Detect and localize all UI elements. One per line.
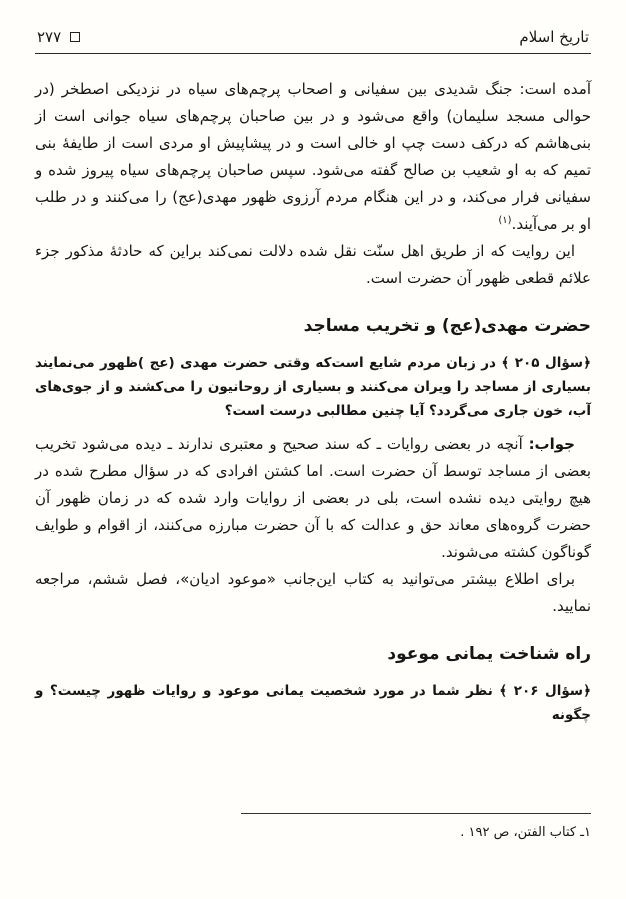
paragraph-sufyani-narration [35,76,591,238]
paragraph-further-reading: برای اطلاع بیشتر می‌توانید به کتاب این‌جانب «موعود ادیان»، فصل ششم، مراجعه نمایید. [35,570,591,615]
page-header [35,28,591,53]
section-heading-mahdi-mosques: حضرت مهدی(عج) و تخریب مساجد [303,316,591,336]
footnote-area [35,813,591,843]
answer-text: آنچه در بعضی روایات ـ که سند صحیح و معتبری ندارند ـ دیده می‌شود تخریب بعضی از مساجد توسط آن حضرت است. اما کشتن افرادی که در سؤال مطرح شده در هیچ روایتی دیده نشده است، بلی در بعضی از روایات وارد شده که در زمان ظهور آن حضرت گروه‌های معاند حق و عدالت که با آن حضرت مبارزه می‌کنند، از اقوام و طوایف گوناگون کشته می‌شوند. [35,435,591,561]
page-body [35,76,591,735]
book-title: تاریخ اسلام [519,28,589,46]
page-number: ۲۷۷ [37,28,62,46]
question-205: ﴿سؤال ۲۰۵ ﴾ در زبان مردم شایع است‌که وقتی حضرت مهدی (عج )ظهور می‌نمایند بسیاری از مساجد را ویران می‌کنند و بسیاری از روحانیون را می‌کشند و از جوی‌های آب، خون جاری می‌گردد؟ آیا چنین مطالبی درست است؟ [35,355,591,419]
question-206: ﴿سؤال ۲۰۶ ﴾ نظر شما در مورد شخصیت یمانی موعود و روایات ظهور چیست؟ و چگونه [35,683,591,723]
footnote-ref-1: (۱) [498,215,512,226]
answer-label: جواب: [528,435,575,453]
paragraph-narration-comment: این روایت که از طریق اهل سنّت نقل شده دلالت نمی‌کند براین که حادثهٔ مذکور جزء علائم قطعی ظهور آن حضرت است. [35,242,591,287]
paragraph-sufyani-narration-text: آمده است: جنگ شدیدی بین سفیانی و اصحاب پرچم‌های سیاه در نزدیکی اصطخر (در حوالی مسجد سلیمان) واقع می‌شود و در بین صاحبان پرچم‌های سیاه جوانی است از بنی‌هاشم که درکف دست چپ او خالی است و در پیشاپیش او مردی است از طایفهٔ بنی تمیم که به او شعیب بن صالح گفته می‌شود. سپس صاحبان پرچم‌های سیاه پیروز شده و سفیانی فرار می‌کند، و در این هنگام مردم آرزوی ظهور مهدی(عج) را می‌کنند و در طلب او بر می‌آیند. [35,80,591,233]
footnote-divider [241,813,591,814]
page-marker-square-icon [70,32,80,42]
footnote-1: ۱ـ کتاب الفتن، ص ۱۹۲ . [460,825,591,840]
section-heading-yamani: راه شناخت یمانی موعود [387,644,591,664]
page-number-group [37,28,80,46]
header-divider [35,53,591,54]
answer-205 [35,431,591,566]
